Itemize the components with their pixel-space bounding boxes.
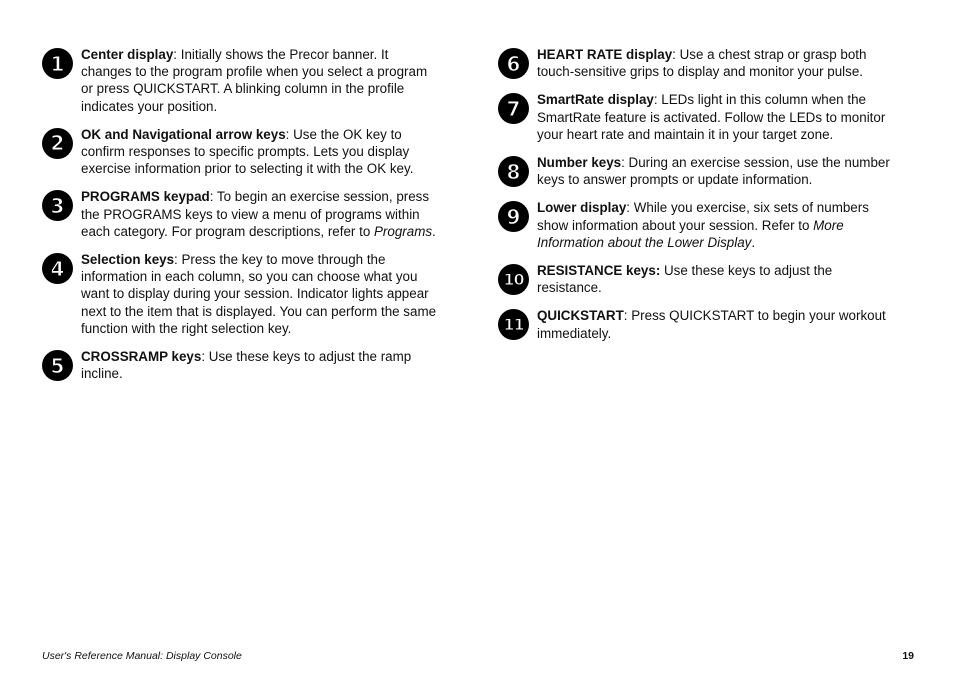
item-text <box>537 307 898 341</box>
item-term: PROGRAMS keypad <box>81 189 210 205</box>
item-term: RESISTANCE keys: <box>537 263 661 279</box>
item-description: : During an exercise session, use the number keys to answer prompts or update information. <box>537 155 890 188</box>
item-term: Lower display <box>537 200 627 216</box>
callout-number-badge: 6 <box>498 48 529 79</box>
item-term: HEART RATE display <box>537 47 673 62</box>
callout-number-badge: 8 <box>498 156 529 187</box>
footer-title: User's Reference Manual: Display Console <box>42 650 242 662</box>
item-term: OK and Navigational arrow keys <box>81 126 286 142</box>
item-description: : Use the OK key to confirm responses to specific prompts. Lets you display exercise information prior to selecting it with the OK key. <box>81 126 414 177</box>
item-description: : Initially shows the Precor banner. It changes to the program profile when you select a program or press QUICKSTART. A blinking column in the profile indicates your position. <box>81 47 428 114</box>
item-text <box>537 262 898 296</box>
list-item <box>498 262 898 296</box>
item-description: Use these keys to adjust the resistance. <box>537 263 833 296</box>
callout-number-badge: 7 <box>498 93 529 124</box>
list-item <box>498 154 898 188</box>
callout-number-badge: 9 <box>498 201 529 232</box>
list-item <box>498 46 898 80</box>
list-item <box>42 46 442 115</box>
item-text <box>81 348 442 382</box>
list-item <box>498 307 898 341</box>
item-term: Center display <box>81 47 174 62</box>
item-description: : Press QUICKSTART to begin your workout immediately. <box>537 308 886 341</box>
item-text <box>537 46 898 80</box>
item-text <box>81 46 442 115</box>
item-description: : Use these keys to adjust the ramp incline. <box>81 349 412 382</box>
item-text <box>537 199 898 251</box>
callout-number-badge: 11 <box>498 309 529 340</box>
item-description: : Press the key to move through the information in each column, so you can choose what you want to display during your session. Indicator lights appear next to the item that is displayed. You can perform the same function with the right selection key. <box>81 252 437 336</box>
callout-number-badge: 1 <box>42 48 73 79</box>
callout-number-badge: 2 <box>42 128 73 159</box>
callout-number-badge: 4 <box>42 253 73 284</box>
callout-number-badge: 5 <box>42 350 73 381</box>
item-term: Selection keys <box>81 252 175 268</box>
item-description: : Use a chest strap or grasp both touch-sensitive grips to display and monitor your pulse. <box>537 47 867 80</box>
callout-number-badge: 10 <box>498 264 529 295</box>
item-reference: Programs <box>374 223 433 239</box>
item-term: QUICKSTART <box>537 308 624 324</box>
list-item <box>42 348 442 382</box>
right-column <box>498 46 898 342</box>
item-reference: More Information about the Lower Display <box>537 217 844 250</box>
item-tail: . <box>432 223 436 239</box>
callout-number-badge: 3 <box>42 190 73 221</box>
item-term: SmartRate display <box>537 92 654 108</box>
item-term: Number keys <box>537 155 622 171</box>
item-tail: . <box>751 234 756 250</box>
item-text <box>537 154 898 188</box>
list-item <box>498 199 898 251</box>
item-text <box>81 126 442 178</box>
item-description: : To begin an exercise session, press the PROGRAMS keys to view a menu of programs within each category. For program descriptions, refer to <box>81 189 430 239</box>
item-text <box>81 188 442 240</box>
item-description: : LEDs light in this column when the SmartRate feature is activated. Follow the LEDs to monitor your heart rate and maintain it in your target zone. <box>537 92 886 142</box>
page-number: 19 <box>902 650 914 662</box>
item-description: : While you exercise, six sets of numbers show information about your session. Refer to <box>537 200 869 233</box>
item-term: CROSSRAMP keys <box>81 349 202 365</box>
list-item <box>42 188 442 240</box>
list-item <box>42 251 442 337</box>
left-column <box>42 46 442 382</box>
item-text <box>537 91 898 143</box>
list-item <box>42 126 442 178</box>
item-text <box>81 251 442 337</box>
list-item <box>498 91 898 143</box>
